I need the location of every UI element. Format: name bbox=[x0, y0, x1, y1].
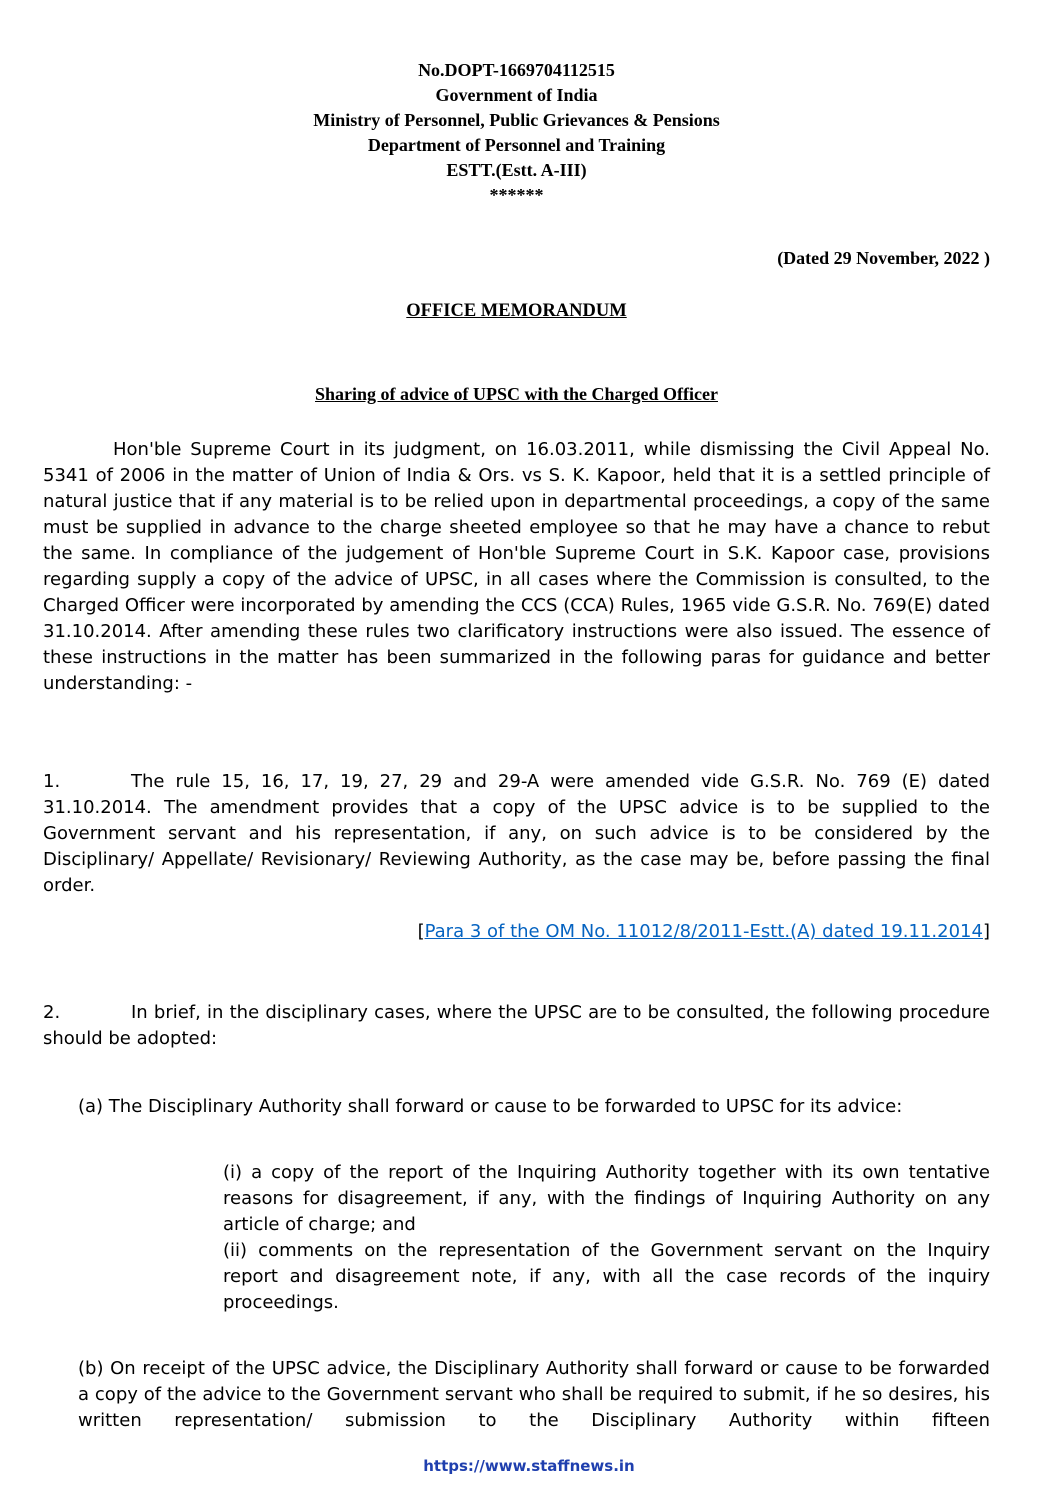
citation-line bbox=[43, 919, 990, 945]
paragraph-2 bbox=[43, 1000, 990, 1052]
sub-item-i: (i) a copy of the report of the Inquiring Authority together with its own tentative reasons for disagreement, if any, with the findings of Inquiring Authority on any article of charge; and bbox=[223, 1162, 990, 1235]
list-item-b: (b) On receipt of the UPSC advice, the Disciplinary Authority shall forward or cause to be forwarded a copy of the advice to the Government servant who shall be required to submit, if he so desires, his written representation/ submission to the Disciplinary Authority within fifteen bbox=[78, 1358, 990, 1431]
subject-heading-text: Sharing of advice of UPSC with the Charged Officer bbox=[315, 384, 718, 404]
date-line: (Dated 29 November, 2022 ) bbox=[777, 248, 990, 268]
paragraph-2-text: In brief, in the disciplinary cases, where the UPSC are to be consulted, the following procedure should be adopted: bbox=[43, 1002, 990, 1049]
org-line-section: ESTT.(Estt. A-III) bbox=[446, 160, 587, 180]
subject-heading bbox=[43, 382, 990, 407]
om-reference-link[interactable]: Para 3 of the OM No. 11012/8/2011-Estt.(A) dated 19.11.2014 bbox=[424, 921, 983, 942]
document-header bbox=[43, 58, 990, 208]
org-line-ministry: Ministry of Personnel, Public Grievances & Pensions bbox=[313, 110, 720, 130]
asterisk-divider: ****** bbox=[489, 185, 544, 205]
paragraph-1-text: The rule 15, 16, 17, 19, 27, 29 and 29-A were amended vide G.S.R. No. 769 (E) dated 31.10.2014. The amendment provides that a copy of the UPSC advice is to be supplied to the Government servant and his representation, if any, on such advice is to be considered by the Disciplinary/ Appellate/ Revisionary/ Reviewing Authority, as the case may be, before passing the final order. bbox=[43, 771, 990, 896]
sub-item-list bbox=[223, 1160, 990, 1316]
paragraph-1 bbox=[43, 769, 990, 899]
citation-close-bracket: ] bbox=[982, 921, 990, 942]
ref-number: No.DOPT-1669704112515 bbox=[418, 60, 615, 80]
org-line-government: Government of India bbox=[435, 85, 598, 105]
memo-title bbox=[43, 299, 990, 324]
intro-paragraph: Hon'ble Supreme Court in its judgment, on 16.03.2011, while dismissing the Civil Appeal No. 5341 of 2006 in the matter of Union of India & Ors. vs S. K. Kapoor, held that it is a settled principle of natural justice that if any material is to be relied upon in departmental proceedings, a copy of the same must be supplied in advance to the charge sheeted employee so that he may have a chance to rebut the same. In compliance of the judgement of Hon'ble Supreme Court in S.K. Kapoor case, provisions regarding supply a copy of the advice of UPSC, in all cases where the Commission is consulted, to the Charged Officer were incorporated by amending the CCS (CCA) Rules, 1965 vide G.S.R. No. 769(E) dated 31.10.2014. After amending these rules two clarificatory instructions were also issued. The essence of these instructions in the matter has been summarized in the following paras for guidance and better understanding: - bbox=[43, 439, 990, 694]
list-item-a: (a) The Disciplinary Authority shall forward or cause to be forwarded to UPSC for its advice: bbox=[78, 1096, 903, 1117]
memo-title-text: OFFICE MEMORANDUM bbox=[406, 301, 627, 321]
org-line-department: Department of Personnel and Training bbox=[367, 135, 666, 155]
citation-open-bracket: [ bbox=[417, 921, 425, 942]
sub-item-ii: (ii) comments on the representation of the Government servant on the Inquiry report and disagreement note, if any, with all the case records of the inquiry proceedings. bbox=[223, 1240, 990, 1313]
paragraph-2-number: 2. bbox=[43, 1002, 61, 1023]
page-footer bbox=[0, 1457, 1058, 1475]
footer-site-link[interactable]: https://www.staffnews.in bbox=[423, 1457, 635, 1475]
paragraph-1-number: 1. bbox=[43, 771, 61, 792]
